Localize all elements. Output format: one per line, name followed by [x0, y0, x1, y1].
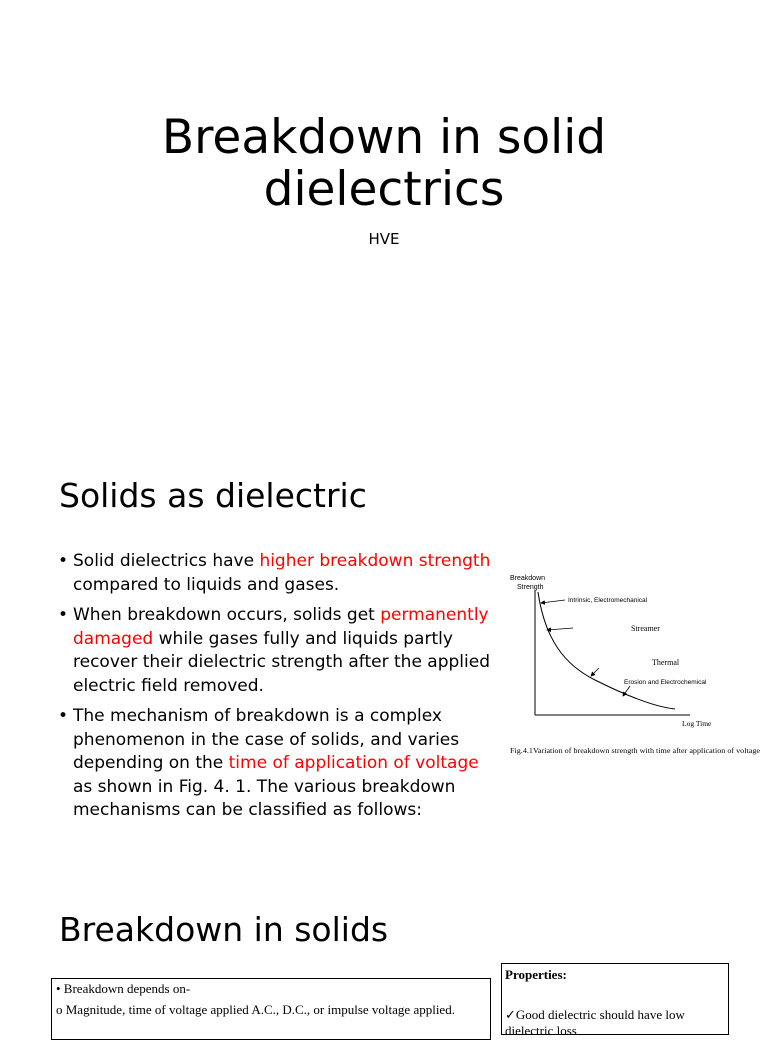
highlight-text: permanently damaged [73, 605, 489, 649]
bullet-item: • Solid dielectrics have higher breakdown strength compared to liquids and gases. [58, 551, 491, 595]
bullet-list [58, 550, 500, 830]
box-heading: Properties: [505, 967, 567, 982]
slide-subtitle: HVE [368, 230, 400, 248]
figure-arrow [541, 600, 565, 603]
slide-title: Solids as dielectric [59, 476, 367, 515]
breakdown-strength-figure [505, 570, 765, 760]
title-slide [0, 0, 768, 440]
figure-arrow [591, 668, 599, 676]
breakdown-solids-slide [0, 880, 768, 1038]
figure-curve [538, 592, 675, 709]
figure-ylabel-2: Strength [517, 584, 544, 591]
highlight-text: time of application of voltage [228, 753, 479, 773]
figure-xlabel: Log Time [682, 719, 712, 728]
breakdown-depends-box [51, 978, 491, 1040]
bullet-item: • The mechanism of breakdown is a complex phenomenon in the case of solids, and varies depending on the time of application of voltage as shown in Fig. 4. 1. The various breakdown mechanisms can be classified as follows: [58, 706, 479, 820]
title-line-2: dielectrics [263, 162, 505, 217]
figure-ylabel-1: Breakdown [510, 575, 546, 582]
box-line: ✓Good dielectric should have low dielectric loss [505, 1007, 685, 1038]
figure-arrow [547, 628, 573, 630]
figure-label-erosion: Erosion and Electrochemical [624, 679, 707, 686]
box-line: o Magnitude, time of voltage applied A.C., D.C., or impulse voltage applied. [56, 1002, 455, 1017]
bullet-dot: • [58, 551, 69, 571]
bullet-dot: • [58, 706, 69, 726]
slide-title: Breakdown in solids [59, 910, 389, 949]
figure-label-intrinsic: Intrinsic, Electromechanical [568, 597, 648, 604]
bullet-dot: • [58, 605, 69, 625]
figure-label-streamer: Streamer [631, 624, 660, 633]
figure-graphic [505, 570, 765, 760]
box-line: • Breakdown depends on- [56, 981, 191, 996]
properties-box [501, 963, 729, 1038]
solids-slide [0, 440, 768, 880]
figure-caption: Fig.4.1Variation of breakdown strength with time after application of voltage [510, 748, 760, 755]
title-line-1: Breakdown in solid [161, 110, 607, 165]
slide-title [0, 112, 768, 216]
highlight-text: higher breakdown strength [259, 551, 491, 571]
figure-label-thermal: Thermal [652, 658, 680, 667]
bullet-item: • When breakdown occurs, solids get permanently damaged while gases fully and liquids partly recover their dielectric strength after the applied electric field removed. [58, 605, 491, 696]
